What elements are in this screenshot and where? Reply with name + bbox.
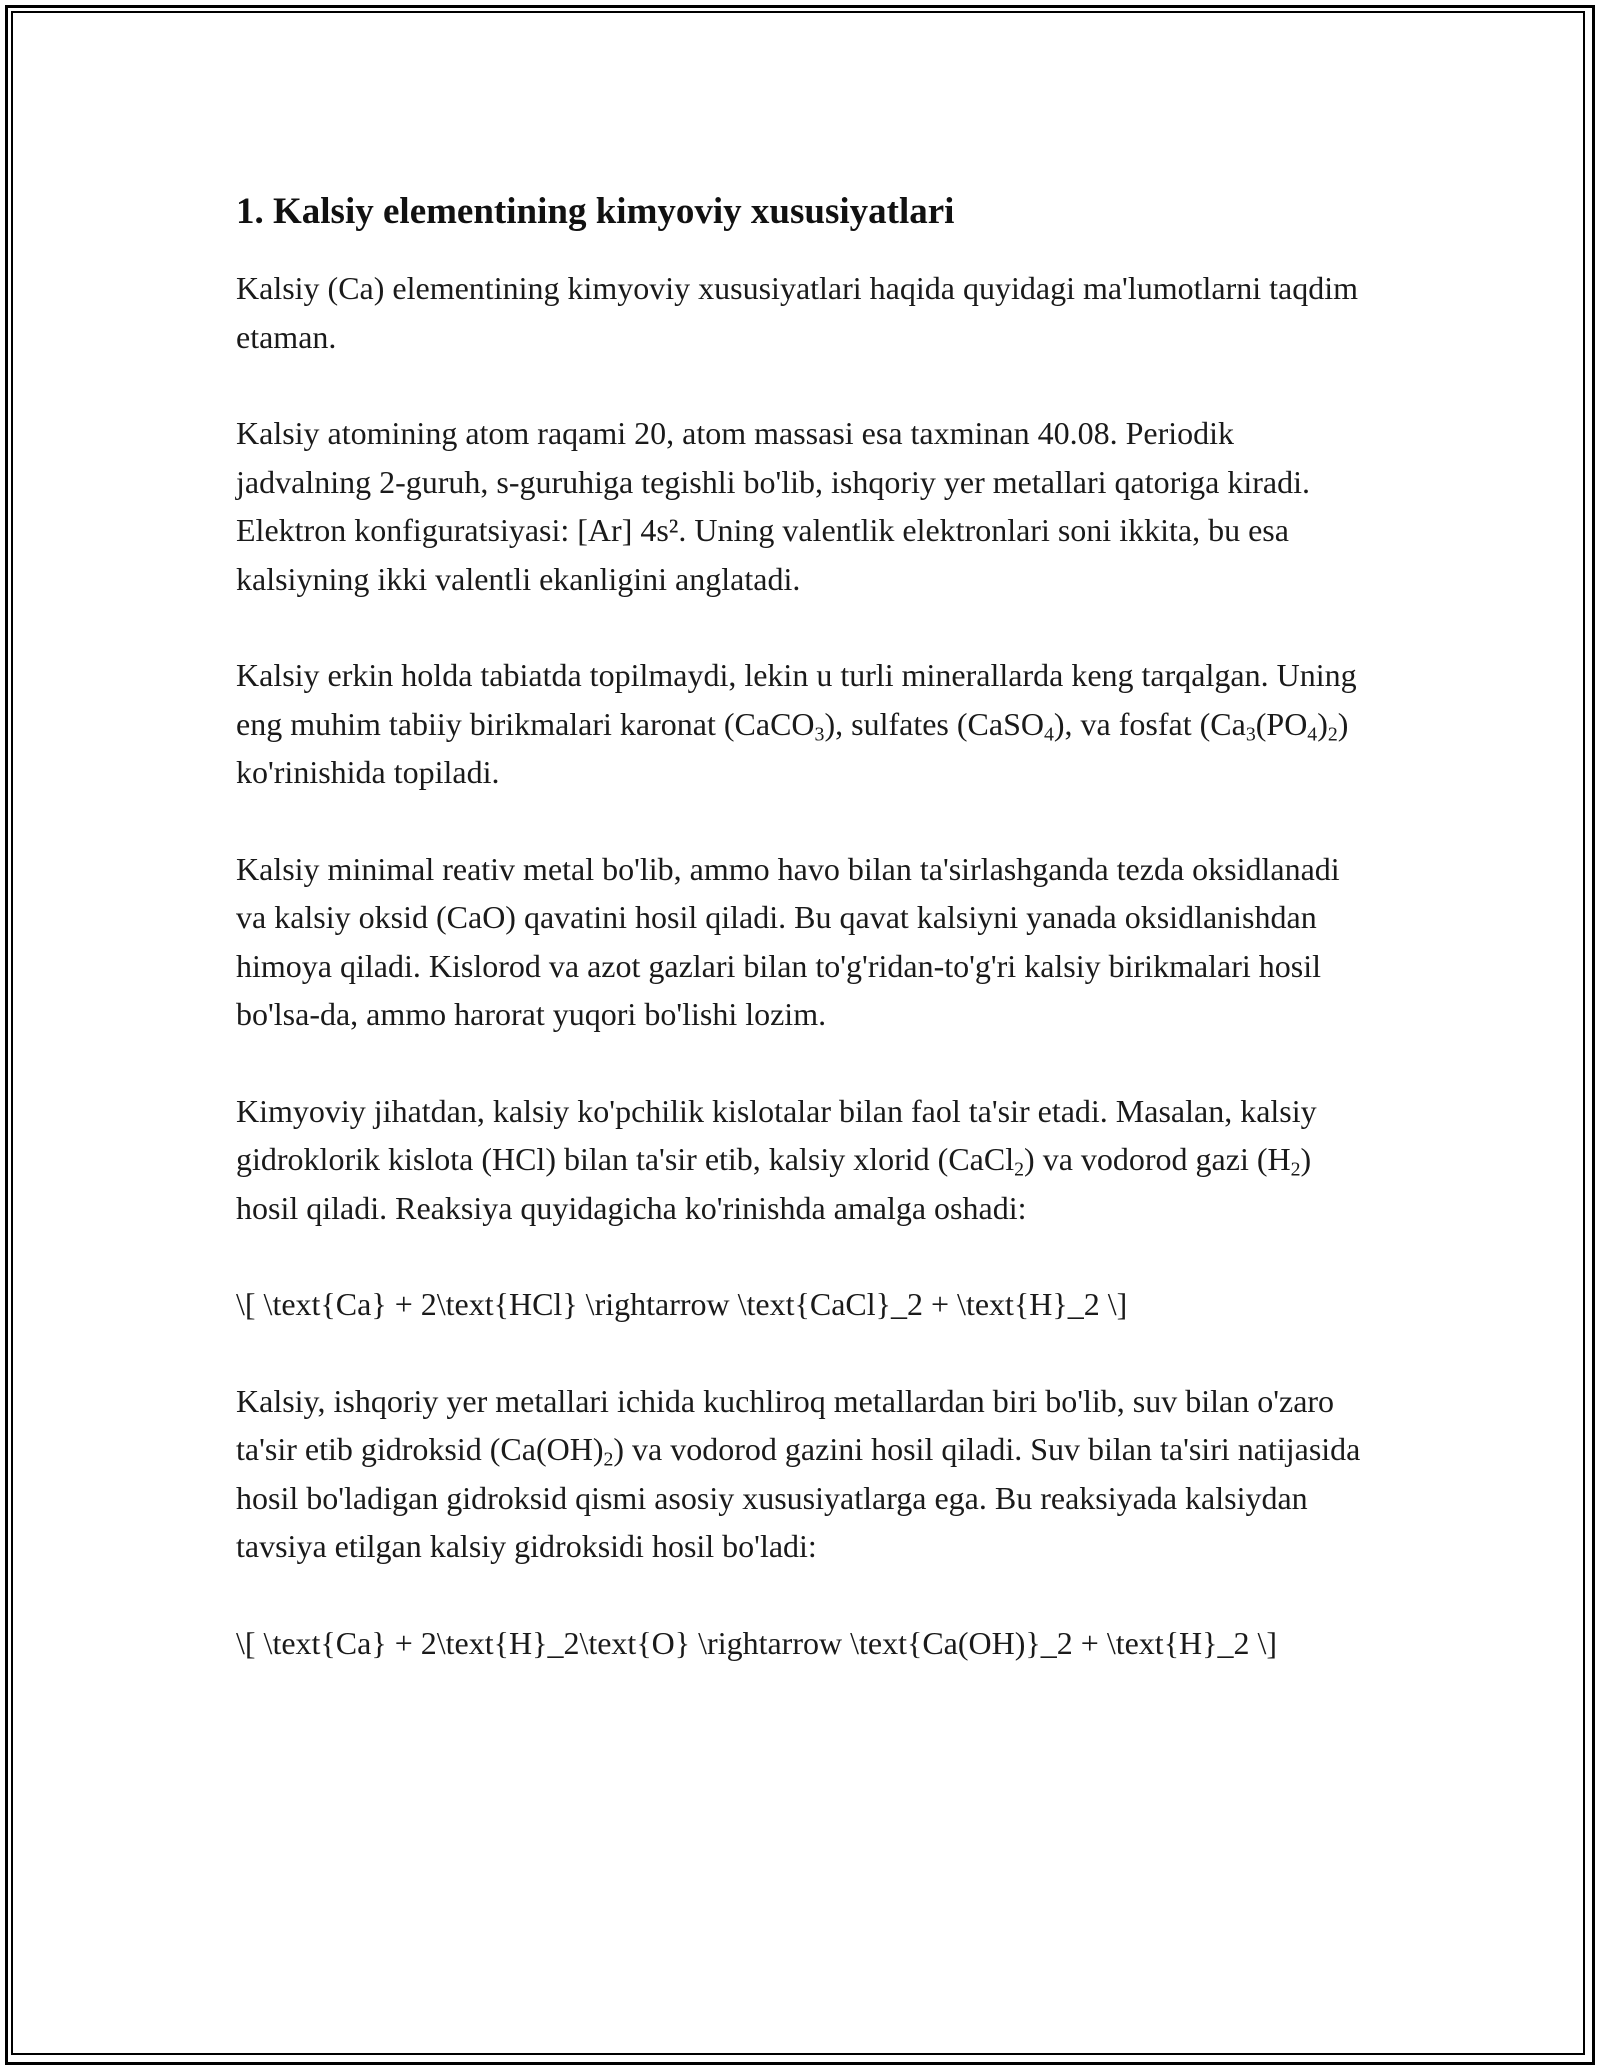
text-run: ) va vodorod gazi (H: [1024, 1141, 1291, 1177]
subscript: 3: [814, 723, 825, 746]
paragraph-equation-water: [236, 1619, 1376, 1668]
text-run: (PO: [1255, 705, 1308, 742]
text-run: Kalsiy erkin holda tabiatda topilmaydi, lekin u turli minerallarda keng tarqalgan. Uning eng muhim tabiiy birikmalari karonat (CaCO: [236, 657, 1357, 742]
text-run: Kimyoviy jihatdan, kalsiy ko'pchilik kislotalar bilan faol ta'sir etadi. Masalan, kalsiy gidroklorik kislota (HCl) bilan ta'sir etib, kalsiy xlorid (CaCl: [236, 1092, 1317, 1177]
paragraph-minerals: [236, 651, 1376, 797]
text-run: \[ \text{Ca} + 2\text{HCl} \rightarrow \text{CaCl}_2 + \text{H}_2 \]: [236, 1286, 1128, 1322]
paragraph-intro: [236, 264, 1376, 361]
paragraph-atomic: [236, 409, 1376, 603]
subscript: 2: [1014, 1158, 1025, 1181]
text-run: Kalsiy, ishqoriy yer metallari ichida kuchliroq metallardan biri bo'lib, suv bilan o'zaro ta'sir etib gidroksid (Ca(OH): [236, 1382, 1335, 1467]
paragraph-list: [236, 264, 1376, 1667]
subscript: 3: [1245, 723, 1256, 746]
paragraph-acids: [236, 1087, 1376, 1233]
text-run: ), sulfates (CaSO: [824, 705, 1044, 742]
text-run: \[ \text{Ca} + 2\text{H}_2\text{O} \rightarrow \text{Ca(OH)}_2 + \text{H}_2 \]: [236, 1624, 1278, 1661]
subscript: 2: [603, 1448, 614, 1471]
text-run: ) hosil qiladi. Reaksiya quyidagicha ko'rinishda amalga oshadi:: [236, 1141, 1312, 1226]
text-run: Kalsiy (Ca) elementining kimyoviy xususiyatlari haqida quyidagi ma'lumotlarni taqdim etaman.: [236, 270, 1358, 355]
subscript: 2: [1290, 1158, 1301, 1181]
paragraph-reactivity: [236, 845, 1376, 1039]
subscript: 4: [1043, 723, 1054, 746]
section-heading: 1. Kalsiy elementining kimyoviy xususiyatlari: [236, 191, 955, 232]
paragraph-water: [236, 1377, 1376, 1571]
subscript: 4: [1307, 723, 1318, 746]
paragraph-equation-hcl: [236, 1280, 1376, 1329]
text-run: Kalsiy atomining atom raqami 20, atom massasi esa taxminan 40.08. Periodik jadvalning 2-guruh, s-guruhiga tegishli bo'lib, ishqoriy yer metallari qatoriga kiradi. Elektron konfiguratsiyasi: [Ar] 4s². Uning valentlik elektronlari soni ikkita, bu esa kalsiyning ikki valentli ekanligini anglatadi.: [236, 415, 1310, 597]
text-run: Kalsiy minimal reativ metal bo'lib, ammo havo bilan ta'sirlashganda tezda oksidlanadi va kalsiy oksid (CaO) qavatini hosil qiladi. Bu qavat kalsiyni yanada oksidlanishdan himoya qiladi. Kislorod va azot gazlari bilan to'g'ridan-to'g'ri kalsiy birikmalari hosil bo'lsa-da, ammo harorat yuqori bo'lishi lozim.: [236, 850, 1340, 1032]
text-run: ): [1317, 705, 1328, 742]
text-run: ), va fosfat (Ca: [1053, 705, 1246, 742]
text-run: ) ko'rinishida topiladi.: [236, 705, 1349, 790]
text-run: ) va vodorod gazini hosil qiladi. Suv bilan ta'siri natijasida hosil bo'ladigan gidroksid qismi asosiy xususiyatlarga ega. Bu reaksiyada kalsiydan tavsiya etilgan kalsiy gidroksidi hosil bo'ladi:: [236, 1431, 1361, 1564]
document-body: [236, 188, 1376, 1715]
subscript: 2: [1327, 723, 1338, 746]
